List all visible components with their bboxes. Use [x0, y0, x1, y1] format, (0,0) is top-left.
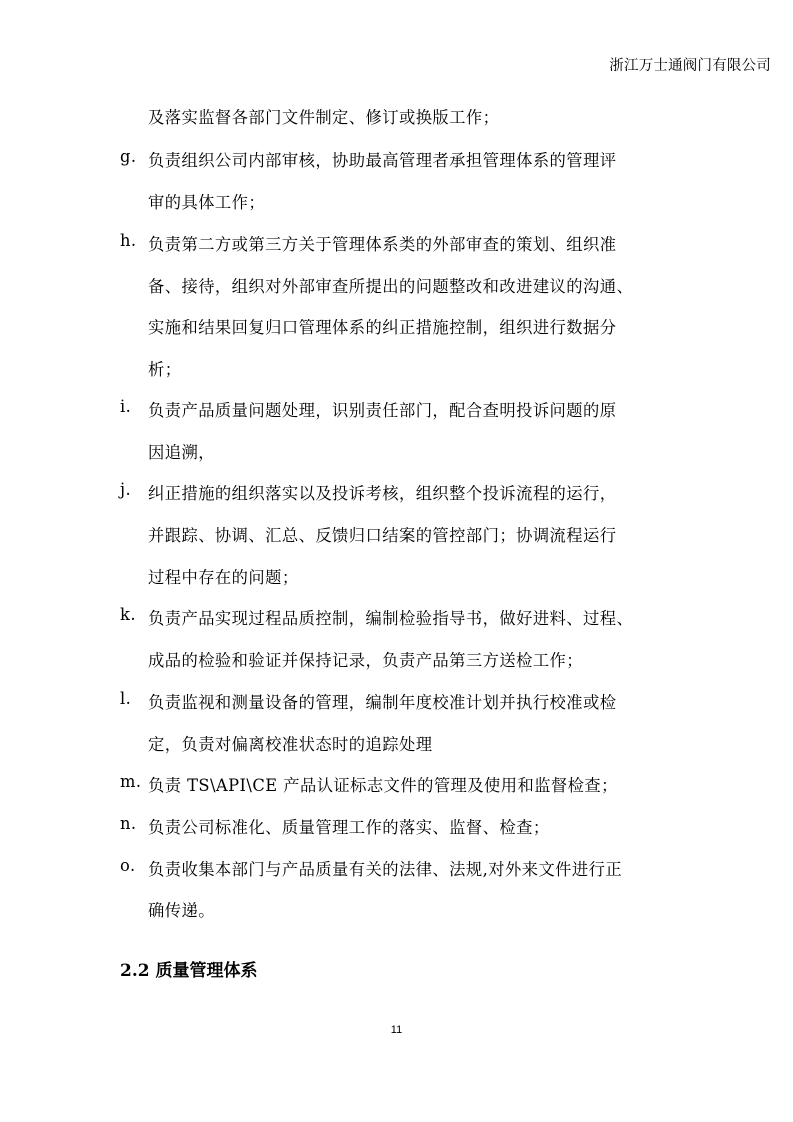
list-item-text: 负责组织公司内部审核，协助最高管理者承担管理体系的管理评: [148, 151, 617, 170]
list-marker: k.: [120, 605, 136, 624]
list-item-text: 负责产品质量问题处理，识别责任部门，配合查明投诉问题的原: [148, 401, 617, 420]
list-item-text: 负责产品实现过程品质控制，编制检验指导书，做好进料、过程、: [148, 609, 634, 628]
list-item-text: 定，负责对偏离校准状态时的追踪处理: [148, 735, 433, 754]
list-item-text: 负责收集本部门与产品质量有关的法律、法规,对外来文件进行正: [148, 860, 623, 879]
list-item-text: 负责第二方或第三方关于管理体系类的外部审查的策划、组织准: [148, 235, 617, 254]
carry-over-text: 及落实监督各部门文件制定、修订或换版工作；: [148, 108, 500, 127]
list-item-text: 备、接待，组织对外部审查所提出的问题整改和改进建议的沟通、: [148, 277, 634, 296]
list-marker: i.: [120, 397, 132, 416]
list-item-text: 过程中存在的问题；: [148, 568, 299, 587]
list-item-text: 负责 TS\API\CE 产品认证标志文件的管理及使用和监督检查；: [148, 776, 618, 795]
list-marker: m.: [120, 772, 142, 791]
list-marker: h.: [120, 231, 137, 250]
list-item-text: 并跟踪、协调、汇总、反馈归口结案的管控部门；协调流程运行: [148, 526, 617, 545]
list-item-text: 成品的检验和验证并保持记录，负责产品第三方送检工作；: [148, 651, 584, 670]
page-number: 11: [390, 1024, 403, 1036]
section-heading: 2.2 质量管理体系: [120, 961, 258, 981]
list-item-text: 负责公司标准化、质量管理工作的落实、监督、检查；: [148, 818, 550, 837]
list-marker: l.: [120, 689, 132, 708]
list-item-text: 纠正措施的组织落实以及投诉考核，组织整个投诉流程的运行，: [148, 484, 617, 503]
list-marker: n.: [120, 814, 137, 833]
list-item-text: 因追溯，: [148, 443, 215, 462]
list-marker: o.: [120, 856, 136, 875]
list-item-text: 负责监视和测量设备的管理，编制年度校准计划并执行校准或检: [148, 693, 617, 712]
list-item-text: 确传递。: [148, 901, 215, 920]
company-header: 浙江万士通阀门有限公司: [609, 58, 771, 74]
list-marker: g.: [120, 147, 137, 166]
list-item-text: 实施和结果回复归口管理体系的纠正措施控制，组织进行数据分: [148, 318, 617, 337]
list-item-text: 审的具体工作；: [148, 193, 266, 212]
list-item-text: 析；: [148, 360, 182, 379]
list-marker: j.: [120, 480, 132, 499]
